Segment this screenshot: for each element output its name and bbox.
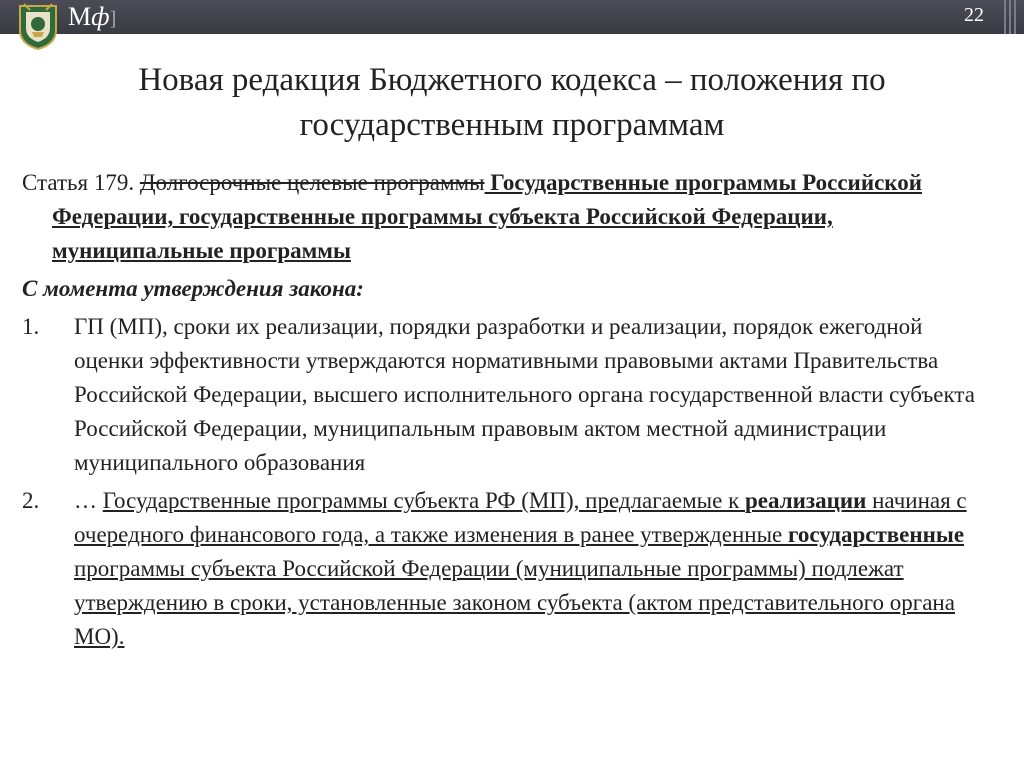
brand-logo-text: Мф]	[68, 2, 117, 31]
list-item-text	[74, 484, 997, 654]
item-2-part-3: программы субъекта Российской Федерации (муниципальные программы) подлежат утверждению в сроки, установленные законом субъекта (актом представительного органа МО).	[74, 556, 955, 649]
article-new-title: Государственные программы Российской Федерации, государственные программы субъекта Российской Федерации, муниципальные программы	[52, 170, 922, 263]
title-line-1: Новая редакция Бюджетного кодекса – положения по	[138, 62, 886, 98]
list-item-2	[22, 484, 997, 654]
top-bar	[0, 0, 1024, 34]
item-2-part-2: начиная с очередного финансового года, а также изменения в ранее утвержденные	[74, 488, 967, 547]
article-old-title: Долгосрочные целевые программы	[139, 170, 485, 195]
title-line-2: государственным программам	[299, 107, 725, 143]
list-item-1	[22, 310, 997, 480]
subheading: С момента утверждения закона:	[22, 276, 364, 301]
slide-body	[22, 166, 997, 654]
ellipsis: …	[74, 488, 103, 513]
list-item-number: 1.	[22, 314, 40, 339]
slide-number: 22	[964, 4, 984, 26]
item-2-bold-2: государственные	[788, 522, 965, 547]
item-2-bold-1: реализации	[745, 488, 867, 513]
item-2-part-1: Государственные программы субъекта РФ (МП), предлагаемые к	[102, 488, 745, 513]
article-prefix: Статья 179.	[22, 170, 140, 195]
top-bar-stripes	[1004, 0, 1016, 34]
list-item-number: 2.	[22, 488, 40, 513]
emblem-logo	[16, 2, 60, 50]
list-item-text: ГП (МП), сроки их реализации, порядки разработки и реализации, порядок ежегодной оценки эффективности утверждаются нормативными правовыми актами Правительства Российской Федерации, высшего исполнительного органа государственной власти субъекта Российской Федерации, муниципальным правовым актом местной администрации муниципального образования	[74, 314, 975, 475]
slide-title	[40, 58, 984, 148]
article-heading	[22, 166, 997, 268]
